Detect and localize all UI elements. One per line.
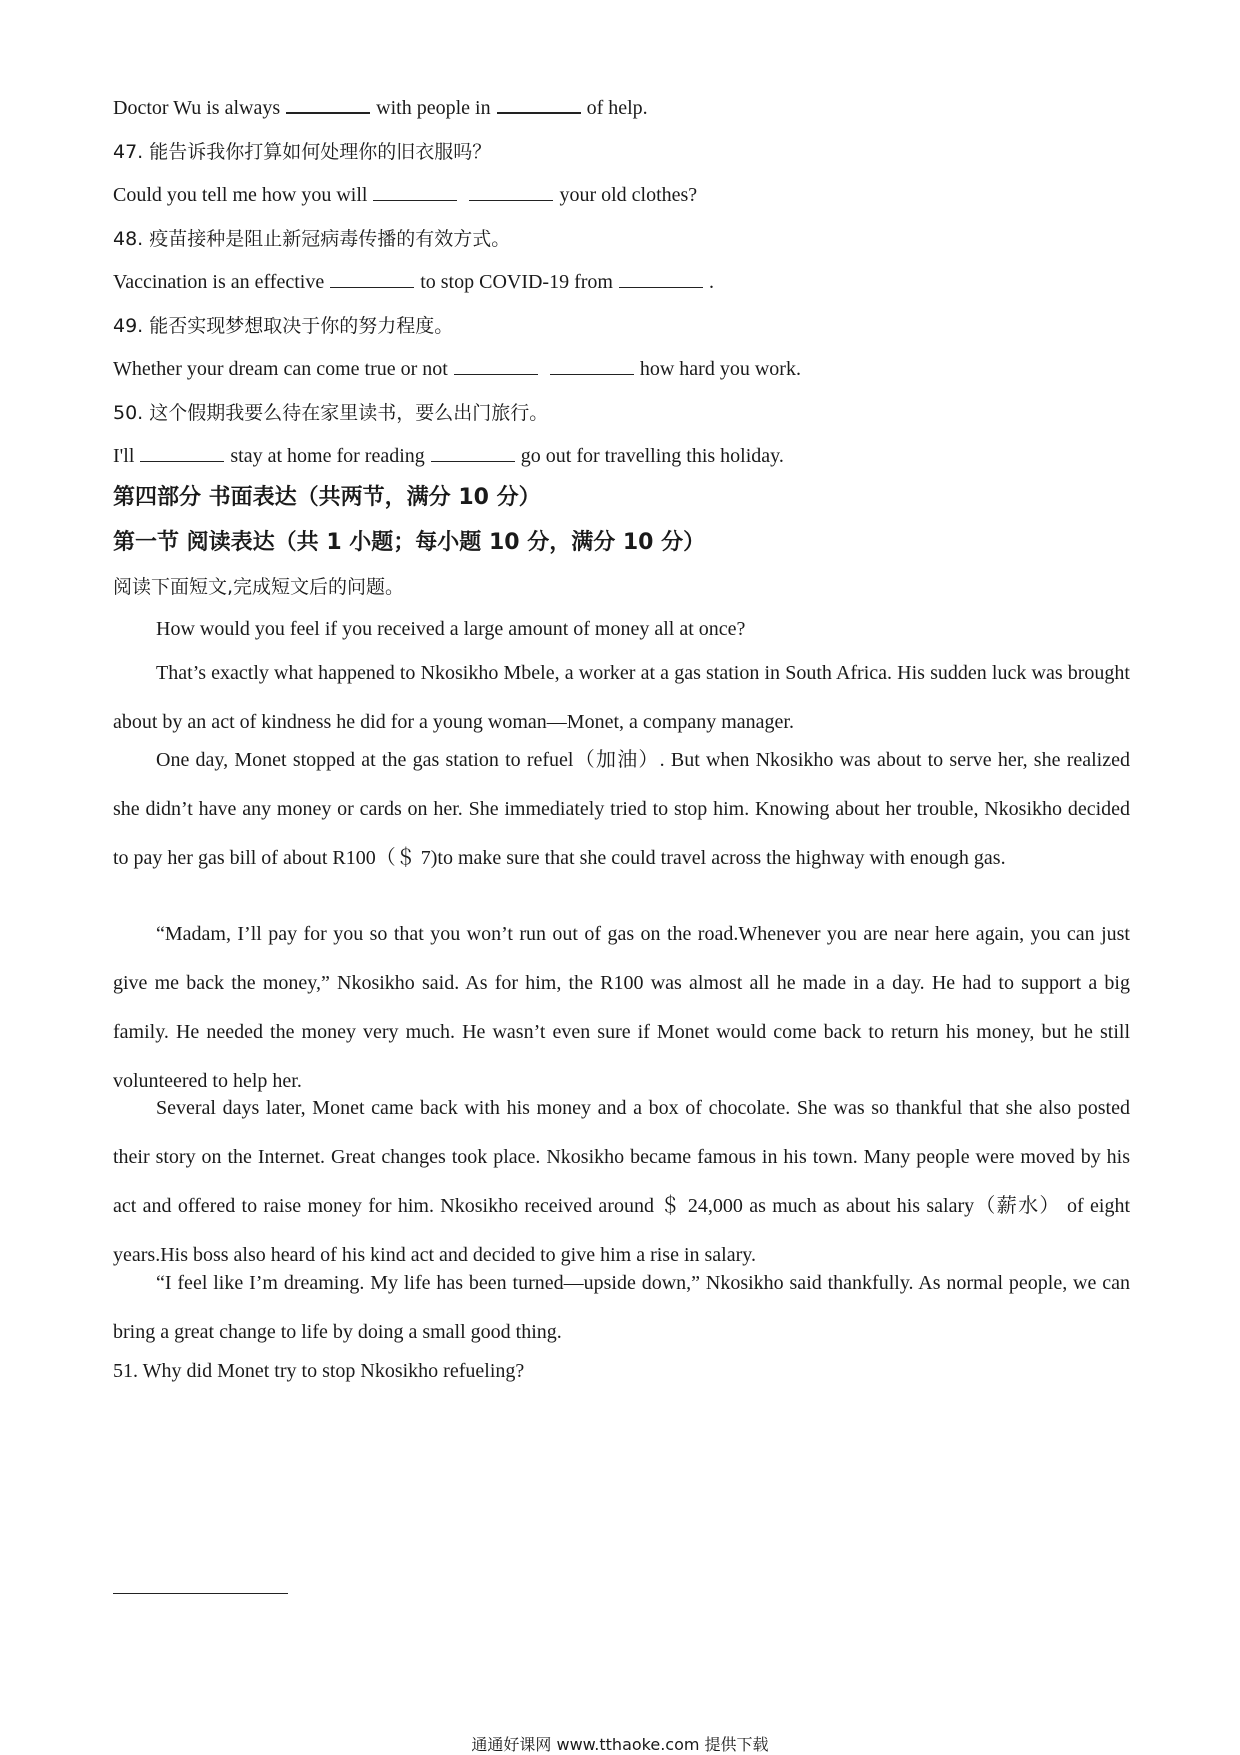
- q46-text-3: of help.: [586, 97, 648, 119]
- blank-field[interactable]: [330, 271, 414, 288]
- q50-text-1: I'll: [113, 445, 135, 467]
- q46-text-1: Doctor Wu is always: [113, 97, 281, 119]
- paragraph-text: That’s exactly what happened to Nkosikho Mbele, a worker at a gas station in South Africa. His sudden luck was brought about by an act of kindness he did for a young woman—Monet, a company manager.: [113, 662, 1130, 733]
- passage-paragraph-3: [113, 736, 1130, 883]
- passage-paragraph-4: [113, 910, 1130, 1106]
- question-47-sentence: [113, 181, 1140, 209]
- blank-field[interactable]: [469, 184, 553, 201]
- blank-field[interactable]: [373, 184, 457, 201]
- paragraph-text: Several days later, Monet came back with his money and a box of chocolate. She was so thankful that she also posted their story on the Internet. Great changes took place. Nkosikho became famous in his town. Many people were moved by his act and offered to raise money for him. Nkosikho received around ＄ 24,000 as much as about his salary（薪水） of eight years.His boss also heard of his kind act and decided to give him a rise in salary.: [113, 1097, 1130, 1266]
- paragraph-text: “I feel like I’m dreaming. My life has been turned—upside down,” Nkosikho said thankfully. As normal people, we can bring a great change to life by doing a small good thing.: [113, 1272, 1130, 1343]
- passage-paragraph-5: [113, 1084, 1130, 1280]
- blank-field[interactable]: [619, 271, 703, 288]
- section-4-heading: 第四部分 书面表达（共两节，满分 10 分）: [113, 485, 541, 510]
- q47-text-2: your old clothes?: [559, 184, 698, 206]
- question-51: 51. Why did Monet try to stop Nkosikho refueling?: [113, 1360, 525, 1382]
- question-47-prompt: 47. 能告诉我你打算如何处理你的旧衣服吗？: [113, 141, 492, 163]
- q48-text-3: .: [708, 271, 714, 293]
- blank-field[interactable]: [431, 445, 515, 462]
- paragraph-text: One day, Monet stopped at the gas station to refuel（加油）. But when Nkosikho was about to serve her, she realized she didn’t have any money or cards on her. She immediately tried to stop him. Knowing about her trouble, Nkosikho decided to pay her gas bill of about R100（＄ 7)to make sure that she could travel across the highway with enough gas.: [113, 749, 1130, 869]
- section-4-part-1-heading: 第一节 阅读表达（共 1 小题；每小题 10 分，满分 10 分）: [113, 530, 706, 555]
- passage-paragraph-2: [113, 649, 1130, 747]
- q50-text-2: stay at home for reading: [230, 445, 425, 467]
- q47-text-1: Could you tell me how you will: [113, 184, 368, 206]
- blank-field[interactable]: [550, 358, 634, 375]
- q48-text-2: to stop COVID-19 from: [420, 271, 613, 293]
- passage-paragraph-6: [113, 1259, 1130, 1357]
- question-49-prompt: 49. 能否实现梦想取决于你的努力程度。: [113, 315, 454, 337]
- blank-field[interactable]: [140, 445, 224, 462]
- passage-paragraph-1: [113, 605, 1130, 654]
- question-50-sentence: [113, 442, 1140, 470]
- question-48-prompt: 48. 疫苗接种是阻止新冠病毒传播的有效方式。: [113, 228, 511, 250]
- q49-text-2: how hard you work.: [639, 358, 801, 380]
- footer-watermark: 通通好课网 www.tthaoke.com 提供下载: [471, 1735, 769, 1754]
- question-48-sentence: [113, 268, 1140, 296]
- question-50-prompt: 50. 这个假期我要么待在家里读书，要么出门旅行。: [113, 402, 549, 424]
- reading-instruction: 阅读下面短文,完成短文后的问题。: [113, 576, 405, 598]
- q49-text-1: Whether your dream can come true or not: [113, 358, 448, 380]
- q46-text-2: with people in: [376, 97, 491, 119]
- blank-field[interactable]: [497, 96, 581, 114]
- question-46-sentence: [113, 94, 1140, 122]
- blank-field[interactable]: [286, 96, 370, 114]
- paragraph-text: How would you feel if you received a large amount of money all at once?: [156, 618, 746, 640]
- q48-text-1: Vaccination is an effective: [113, 271, 325, 293]
- question-49-sentence: [113, 355, 1140, 383]
- answer-line[interactable]: [113, 1593, 288, 1594]
- blank-field[interactable]: [454, 358, 538, 375]
- q50-text-3: go out for travelling this holiday.: [520, 445, 784, 467]
- paragraph-text: “Madam, I’ll pay for you so that you won’t run out of gas on the road.Whenever you are near here again, you can just give me back the money,” Nkosikho said. As for him, the R100 was almost all he made in a day. He had to support a big family. He needed the money very much. He wasn’t even sure if Monet would come back to return his money, but he still volunteered to help her.: [113, 923, 1130, 1092]
